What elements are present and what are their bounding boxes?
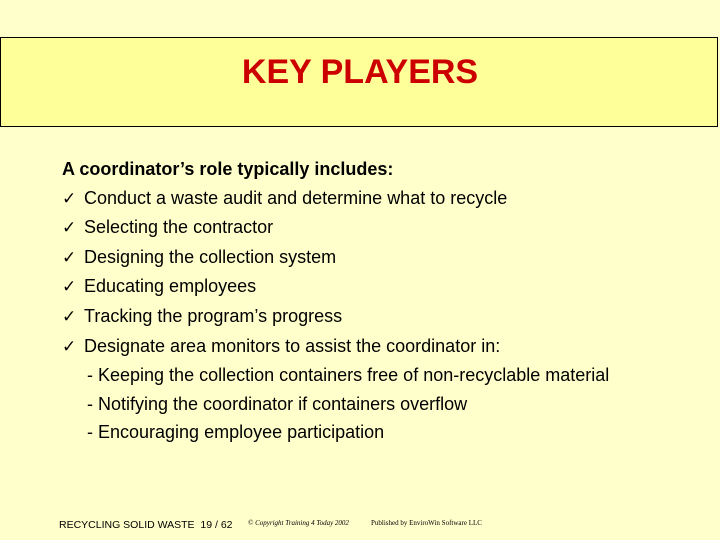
bullet-text: Selecting the contractor <box>84 217 274 238</box>
checkmark-icon: ✓ <box>62 218 77 239</box>
checkmark-icon: ✓ <box>62 188 77 209</box>
footer-publisher: Published by EnviroWin Software LLC <box>371 519 482 527</box>
slide-content <box>62 155 712 447</box>
checkmark-icon: ✓ <box>62 306 77 327</box>
bullet-item <box>62 243 712 273</box>
sub-item: - Notifying the coordinator if containers overflow <box>87 393 468 414</box>
bullet-item <box>62 184 712 214</box>
bullet-text: Tracking the program’s progress <box>84 305 343 326</box>
footer-course <box>59 519 233 531</box>
bullet-text: Conduct a waste audit and determine what to recycle <box>84 187 508 208</box>
checkmark-icon: ✓ <box>62 247 77 268</box>
sub-item: - Keeping the collection containers free of non-recyclable material <box>87 365 610 386</box>
content-heading: A coordinator’s role typically includes: <box>62 159 394 179</box>
bullet-item <box>62 272 712 302</box>
footer-page-number: 19 / 62 <box>200 519 233 531</box>
slide-title: KEY PLAYERS <box>241 53 479 91</box>
bullet-text: Designing the collection system <box>84 246 337 267</box>
sub-item: - Encouraging employee participation <box>87 422 385 443</box>
bullet-text: Educating employees <box>84 276 257 297</box>
bullet-text: Designate area monitors to assist the coordinator in: <box>84 335 501 356</box>
bullet-item <box>62 332 712 362</box>
bullet-item <box>62 302 712 332</box>
checkmark-icon: ✓ <box>62 277 77 298</box>
bullet-item <box>62 213 712 243</box>
footer-course-name: RECYCLING SOLID WASTE <box>59 519 195 531</box>
footer-copyright: © Copyright Training 4 Today 2002 <box>248 519 349 527</box>
checkmark-icon: ✓ <box>62 336 77 357</box>
